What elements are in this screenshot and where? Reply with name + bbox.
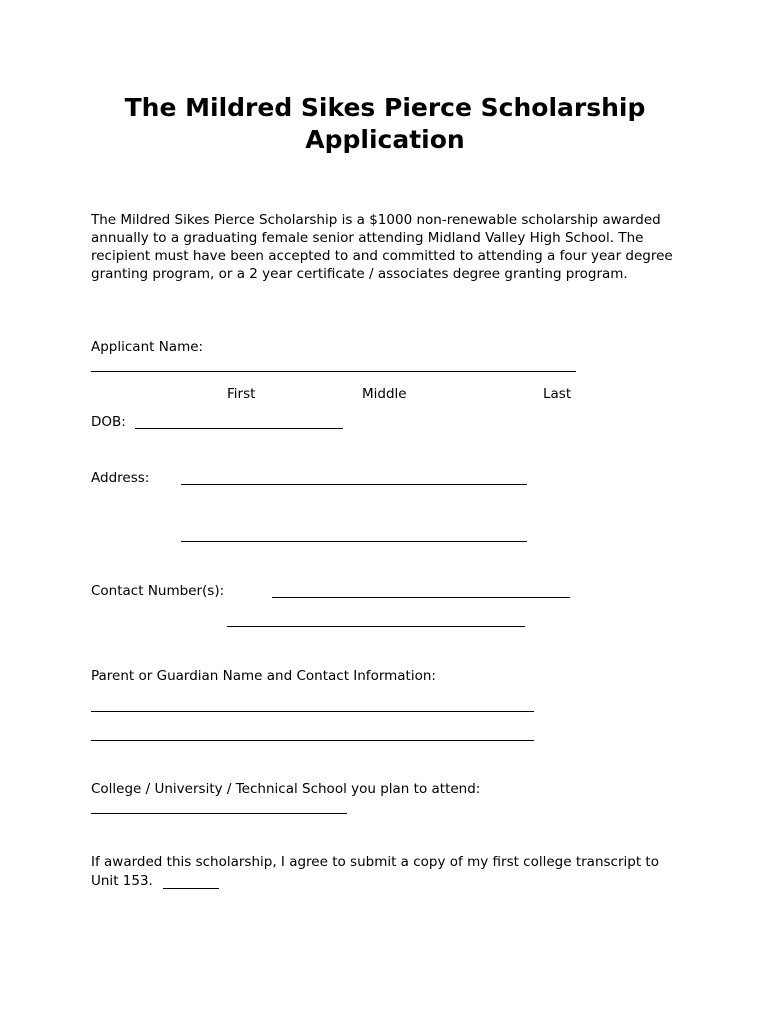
address-line-1[interactable] <box>181 484 527 485</box>
dob-label: DOB: <box>91 414 126 430</box>
agreement-text-line-2: Unit 153. <box>91 873 153 889</box>
college-label: College / University / Technical School you plan to attend: <box>91 781 481 797</box>
applicant-name-line[interactable] <box>91 371 576 372</box>
agreement-initials-line[interactable] <box>163 888 219 889</box>
agreement-text-line-1: If awarded this scholarship, I agree to submit a copy of my first college transcript to <box>91 854 659 870</box>
address-line-2[interactable] <box>181 541 527 542</box>
college-line[interactable] <box>91 813 347 814</box>
applicant-name-label: Applicant Name: <box>91 339 204 355</box>
guardian-info-line-2[interactable] <box>91 740 534 741</box>
form-title-line-2: Application <box>305 125 465 154</box>
form-title-line-1: The Mildred Sikes Pierce Scholarship <box>124 93 646 122</box>
first-name-caption: First <box>227 386 256 402</box>
last-name-caption: Last <box>543 386 572 402</box>
guardian-info-line-1[interactable] <box>91 711 534 712</box>
contact-number-line-2[interactable] <box>227 626 525 627</box>
dob-line[interactable] <box>135 428 343 429</box>
middle-name-caption: Middle <box>362 386 407 402</box>
contact-number-label: Contact Number(s): <box>91 583 225 599</box>
form-title <box>0 92 770 156</box>
intro-paragraph: The Mildred Sikes Pierce Scholarship is a $1000 non-renewable scholarship awarded annually to a graduating female senior attending Midland Valley High School. The recipient must have been accepted to and committed to attending a four year degree granting program, or a 2 year certificate / associates degree granting program. <box>91 212 673 282</box>
contact-number-line-1[interactable] <box>272 597 570 598</box>
address-label: Address: <box>91 470 150 486</box>
guardian-info-label: Parent or Guardian Name and Contact Information: <box>91 668 436 684</box>
